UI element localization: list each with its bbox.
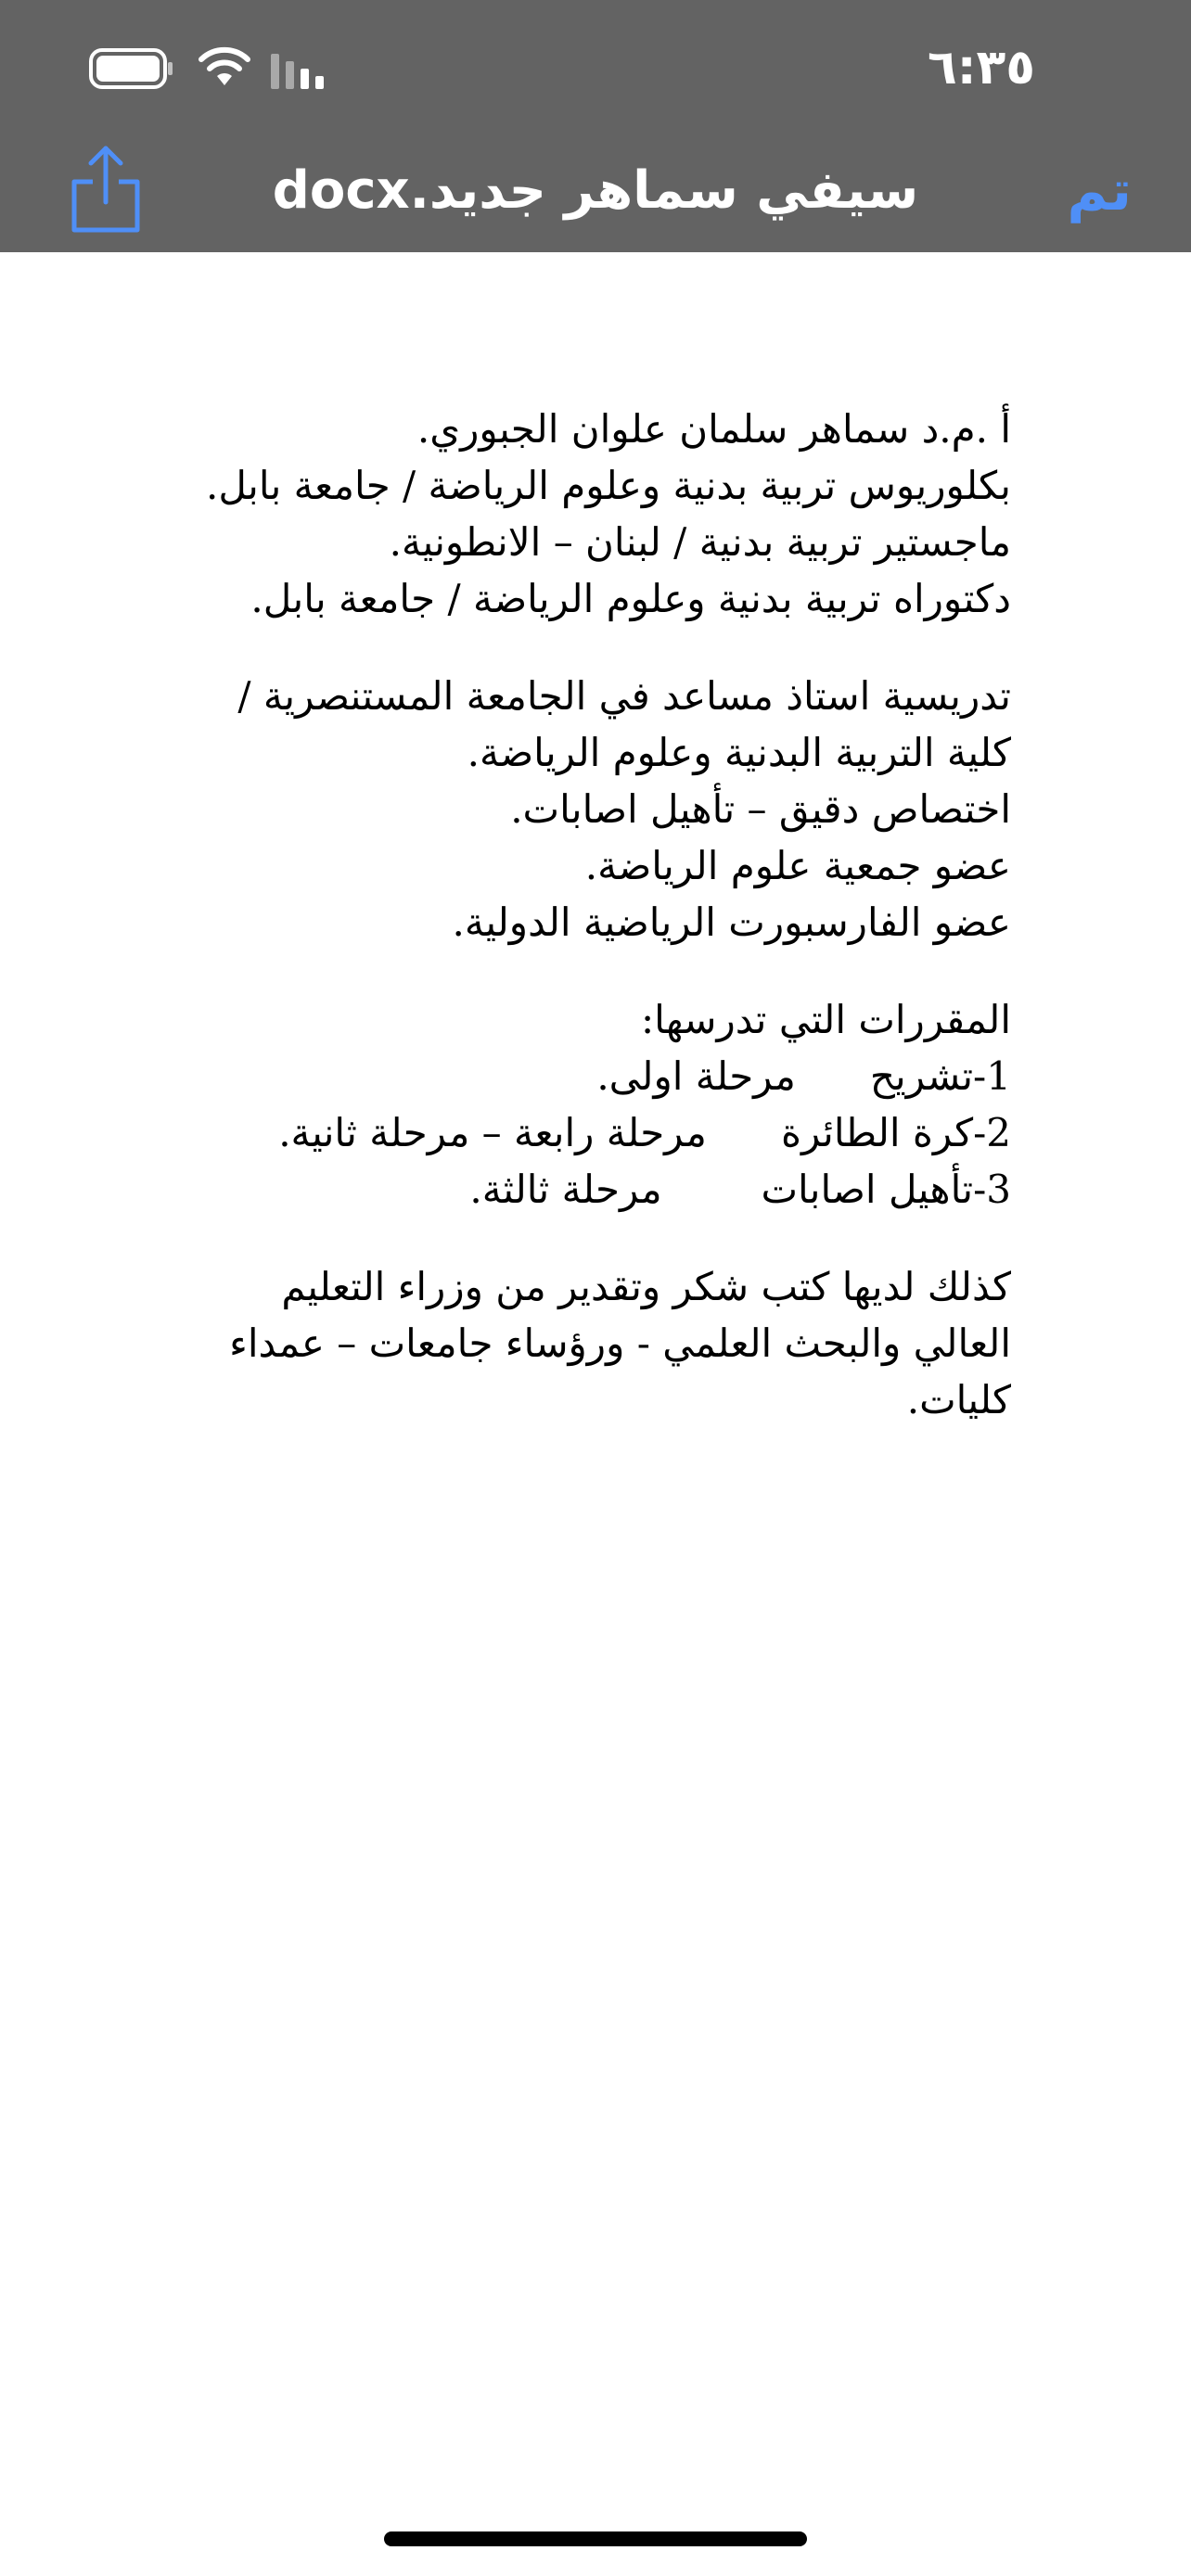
battery-icon <box>89 48 174 89</box>
wifi-icon <box>197 43 252 89</box>
done-button[interactable]: تم <box>1067 159 1132 223</box>
text-line: كلية التربية البدنية وعلوم الرياضة. <box>467 730 1011 775</box>
status-time: ٦:٣٥ <box>927 40 1035 96</box>
text-line: 1-تشريح مرحلة اولى. <box>596 1053 1011 1099</box>
text-line: تدريسية استاذ مساعد في الجامعة المستنصرية / <box>237 673 1011 719</box>
text-line: بكلوريوس تربية بدنية وعلوم الرياضة / جامعة بابل. <box>205 463 1011 508</box>
text-line: اختصاص دقيق – تأهيل اصابات. <box>510 786 1011 832</box>
share-icon <box>67 143 145 236</box>
status-bar <box>0 0 1191 139</box>
text-line: 2-كرة الطائرة مرحلة رابعة – مرحلة ثانية. <box>278 1110 1011 1155</box>
text-line: عضو جمعية علوم الرياضة. <box>584 843 1011 888</box>
document-content <box>176 401 1011 1428</box>
top-bar <box>0 0 1191 252</box>
cellular-signal-icon <box>269 50 334 89</box>
paragraph-acknowledgements: كذلك لديها كتب شكر وتقدير من وزراء التعليم العالي والبحث العلمي - ورؤساء جامعات – عمداء كليات. <box>229 1264 1011 1422</box>
document-title: سيفي سماهر جديد.docx <box>272 160 919 221</box>
share-button[interactable] <box>67 143 145 236</box>
navigation-bar <box>0 130 1191 252</box>
text-line: أ .م.د سماهر سلمان علوان الجبوري. <box>416 406 1011 452</box>
text-line: 3-تأهيل اصابات مرحلة ثالثة. <box>469 1167 1011 1212</box>
home-indicator[interactable] <box>384 2531 807 2546</box>
paragraph-courses <box>176 991 1011 1218</box>
text-line: المقررات التي تدرسها: <box>640 997 1011 1042</box>
document-viewer[interactable] <box>0 252 1191 2496</box>
paragraph-position <box>176 668 1011 950</box>
paragraph-qualifications <box>176 401 1011 627</box>
text-line: عضو الفارسبورت الرياضية الدولية. <box>452 899 1011 945</box>
text-line: دكتوراه تربية بدنية وعلوم الرياضة / جامعة بابل. <box>250 576 1011 621</box>
text-line: ماجستير تربية بدنية / لبنان – الانطونية. <box>389 519 1011 565</box>
